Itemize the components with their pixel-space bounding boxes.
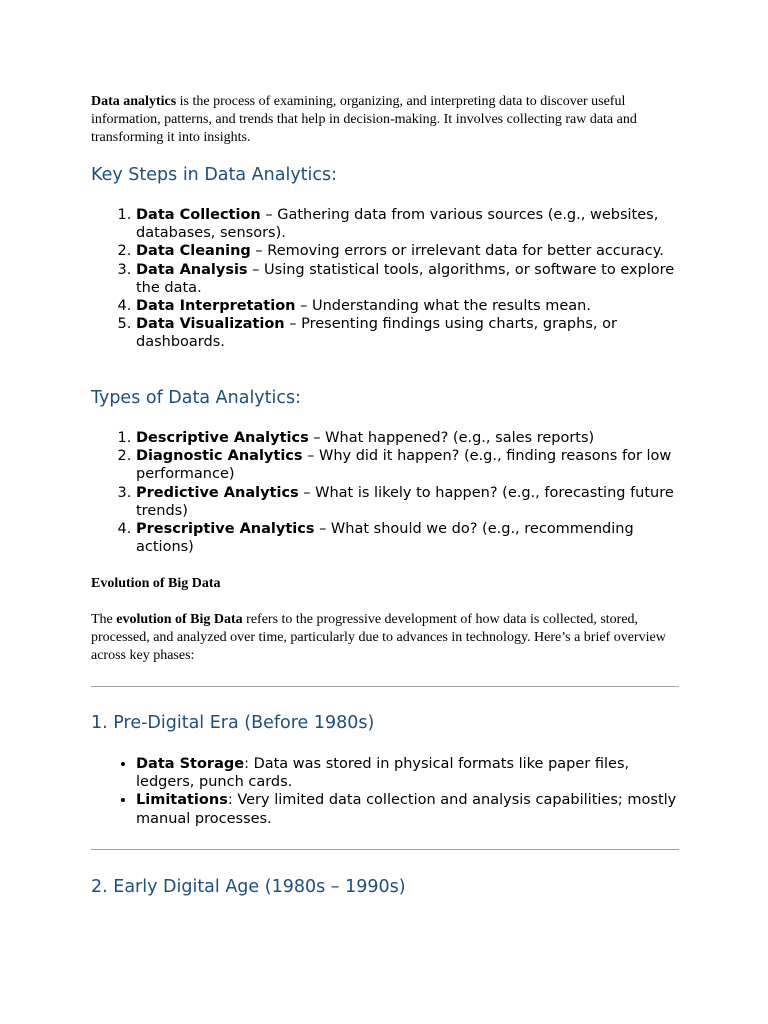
pre-digital-heading: 1. Pre-Digital Era (Before 1980s) — [91, 713, 375, 733]
evolution-intro-wrap — [91, 611, 681, 665]
early-digital-heading: 2. Early Digital Age (1980s – 1990s) — [91, 877, 406, 897]
divider — [91, 686, 679, 687]
list-item-term: Data Collection — [136, 207, 261, 223]
intro-text: is the process of examining, organizing, and interpreting data to discover useful information, patterns, and trends that help in decision-making. It involves collecting raw data and transforming it into insights. — [91, 94, 637, 145]
list-item — [136, 315, 681, 351]
list-item — [136, 520, 681, 556]
list-item — [136, 791, 681, 827]
list-item-desc: – What should we do? (e.g., recommending actions) — [136, 521, 634, 556]
list-item-desc: : Very limited data collection and analysis capabilities; mostly manual processes. — [136, 792, 677, 827]
evolution-intro-term: evolution of Big Data — [116, 612, 243, 627]
key-steps-list — [91, 206, 681, 352]
list-item-desc: – What happened? (e.g., sales reports) — [308, 430, 595, 446]
list-item-desc: – Removing errors or irrelevant data for better accuracy. — [250, 243, 664, 260]
key-steps-heading: Key Steps in Data Analytics: — [91, 165, 338, 185]
types-list-wrap — [91, 429, 681, 556]
types-section — [91, 387, 681, 409]
list-item — [136, 484, 681, 520]
evolution-heading: Evolution of Big Data — [91, 576, 221, 591]
key-steps-list-wrap — [91, 206, 681, 352]
list-item-term: Data Cleaning — [136, 243, 251, 260]
list-item-desc: – Understanding what the results mean. — [295, 298, 591, 315]
evolution-intro-pre: The — [91, 612, 117, 627]
list-item — [136, 755, 681, 791]
list-item-term: Prescriptive Analytics — [136, 521, 315, 538]
list-item — [136, 297, 681, 315]
list-item-desc: – Why did it happen? (e.g., finding reasons for low performance) — [136, 448, 672, 483]
list-item-desc: – Presenting findings using charts, graphs, or dashboards. — [136, 316, 617, 351]
evolution-paragraph — [91, 611, 681, 665]
list-item-term: Diagnostic Analytics — [136, 448, 303, 465]
evolution-intro-post: refers to the progressive development of how data is collected, stored, processed, and analyzed over time, particularly due to advances in technology. Here’s a brief overview across key phases: — [91, 612, 666, 663]
list-item — [136, 429, 681, 447]
list-item — [136, 447, 681, 483]
list-item-term: Predictive Analytics — [136, 484, 299, 501]
list-item-desc: : Data was stored in physical formats like paper files, ledgers, punch cards. — [136, 756, 630, 791]
list-item-term: Limitations — [136, 792, 228, 809]
list-item-desc: – Gathering data from various sources (e.g., websites, databases, sensors). — [136, 207, 659, 242]
list-item-term: Data Analysis — [136, 261, 248, 278]
intro-term: Data analytics — [91, 94, 177, 109]
pre-digital-section — [91, 712, 681, 734]
intro-paragraph — [91, 93, 681, 147]
list-item-term: Data Storage — [136, 756, 245, 772]
types-list — [91, 429, 681, 556]
list-item-term: Descriptive Analytics — [136, 430, 309, 446]
divider-wrap-1 — [91, 686, 681, 687]
list-item — [136, 242, 681, 260]
early-digital-section — [91, 876, 681, 898]
pre-digital-list — [91, 755, 681, 828]
divider-wrap-2 — [91, 849, 681, 850]
list-item — [136, 261, 681, 297]
list-item — [136, 206, 681, 242]
list-item-desc: – What is likely to happen? (e.g., forecasting future trends) — [136, 484, 674, 519]
types-heading: Types of Data Analytics: — [91, 388, 302, 408]
intro-section — [91, 93, 681, 147]
list-item-desc: – Using statistical tools, algorithms, or software to explore the data. — [136, 261, 675, 296]
evolution-section — [91, 575, 681, 593]
list-item-term: Data Interpretation — [136, 298, 296, 315]
pre-digital-list-wrap — [91, 755, 681, 828]
list-item-term: Data Visualization — [136, 316, 285, 333]
key-steps-section — [91, 164, 681, 186]
divider — [91, 849, 679, 850]
